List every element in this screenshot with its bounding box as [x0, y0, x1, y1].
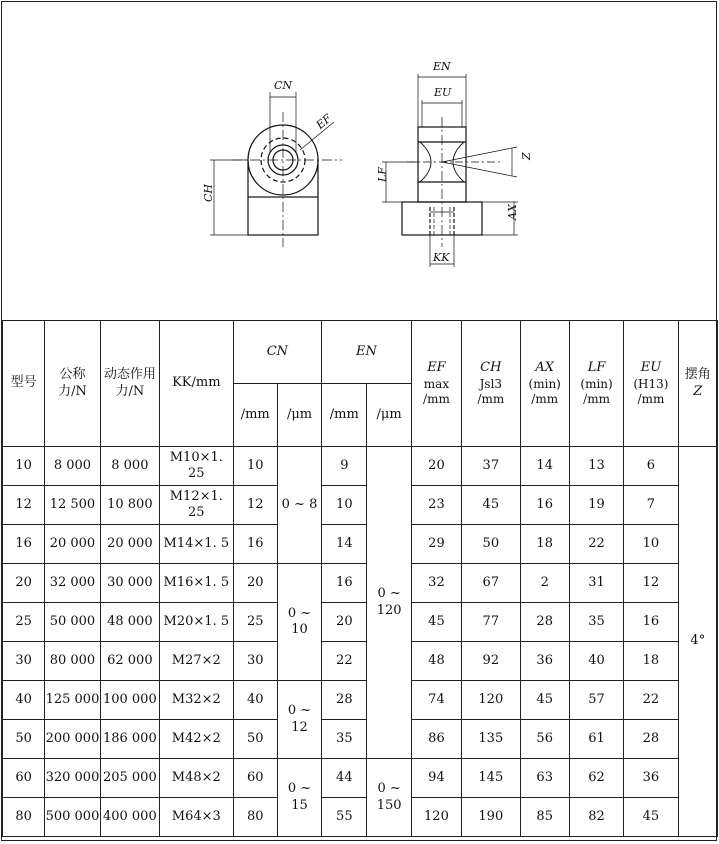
cell-ax: 14: [520, 447, 569, 486]
header-lf-top: LF: [587, 360, 606, 376]
cell-ch: 145: [462, 759, 520, 798]
header-ch-top: CH: [480, 360, 502, 376]
cell-ax: 18: [520, 525, 569, 564]
table-row: [3, 486, 718, 525]
table-row: [3, 603, 718, 642]
header-cn: CN: [233, 321, 322, 384]
cell-model: 80: [3, 798, 45, 837]
cell-kk: M16×1. 5: [160, 564, 234, 603]
cell-ch: 45: [462, 486, 520, 525]
header-ax-top: AX: [535, 360, 555, 376]
header-ef-top: EF: [427, 360, 446, 376]
cell-model: 20: [3, 564, 45, 603]
header-row-1: [3, 321, 718, 384]
cell-model: 16: [3, 525, 45, 564]
cell-eu: 12: [624, 564, 678, 603]
cell-lf: 40: [569, 642, 623, 681]
cell-ef: 23: [411, 486, 461, 525]
cell-eu: 7: [624, 486, 678, 525]
table-row: [3, 447, 718, 486]
header-ax-unit: /mm: [531, 391, 559, 406]
header-eu-mid: (H13): [633, 376, 669, 391]
cell-kk: M20×1. 5: [160, 603, 234, 642]
cell-kk: M32×2: [160, 681, 234, 720]
cell-en: 22: [322, 642, 367, 681]
cell-kk: M48×2: [160, 759, 234, 798]
cell-force: 500 000: [45, 798, 100, 837]
cell-eu: 22: [624, 681, 678, 720]
cell-en: 16: [322, 564, 367, 603]
cell-cn: 25: [233, 603, 277, 642]
cell-ef: 48: [411, 642, 461, 681]
cell-kk: M10×1. 25: [160, 447, 234, 486]
cell-eu: 45: [624, 798, 678, 837]
cell-ef: 29: [411, 525, 461, 564]
cell-cn: 30: [233, 642, 277, 681]
cell-cn-tol: 0 ~ 8: [277, 447, 321, 564]
header-ef-mid: max: [423, 376, 450, 391]
cell-eu: 10: [624, 525, 678, 564]
header-ax: [520, 321, 569, 447]
cell-lf: 61: [569, 720, 623, 759]
spec-table: [2, 320, 718, 837]
cell-ax: 56: [520, 720, 569, 759]
cell-cn-tol: 0 ~ 12: [277, 681, 321, 759]
cell-en: 55: [322, 798, 367, 837]
cell-model: 40: [3, 681, 45, 720]
z-label: Z: [520, 152, 533, 160]
cell-eu: 28: [624, 720, 678, 759]
header-model: 型号: [3, 321, 45, 447]
ax-label: AX: [506, 204, 519, 220]
cell-ef: 120: [411, 798, 461, 837]
cell-force: 50 000: [45, 603, 100, 642]
header-swing-label: 摆角: [684, 367, 711, 383]
cell-dynamic: 205 000: [100, 759, 159, 798]
cell-dynamic: 100 000: [100, 681, 159, 720]
header-swing-z: Z: [693, 383, 703, 399]
header-en-um: /μm: [367, 384, 411, 447]
cell-dynamic: 8 000: [100, 447, 159, 486]
cell-model: 50: [3, 720, 45, 759]
cell-ax: 28: [520, 603, 569, 642]
cell-ax: 63: [520, 759, 569, 798]
cell-force: 8 000: [45, 447, 100, 486]
cell-ch: 135: [462, 720, 520, 759]
cell-ax: 16: [520, 486, 569, 525]
header-swing: [678, 321, 717, 447]
en-label: EN: [433, 60, 451, 73]
cell-lf: 19: [569, 486, 623, 525]
cell-dynamic: 30 000: [100, 564, 159, 603]
cell-lf: 82: [569, 798, 623, 837]
header-eu-top: EU: [640, 360, 662, 376]
ch-label: CH: [202, 183, 215, 202]
cell-cn: 16: [233, 525, 277, 564]
header-ef-unit: /mm: [423, 391, 450, 406]
cell-en-tol: 0 ~ 150: [367, 759, 411, 837]
cell-ax: 85: [520, 798, 569, 837]
cell-cn: 12: [233, 486, 277, 525]
cell-en: 20: [322, 603, 367, 642]
table-row: [3, 798, 718, 837]
cell-kk: M12×1. 25: [160, 486, 234, 525]
cell-force: 80 000: [45, 642, 100, 681]
cell-eu: 18: [624, 642, 678, 681]
table-row: [3, 759, 718, 798]
header-ax-mid: (min): [528, 376, 561, 391]
cell-dynamic: 10 800: [100, 486, 159, 525]
cell-cn-tol: 0 ~ 10: [277, 564, 321, 681]
header-ch-unit: /mm: [477, 391, 505, 406]
eu-label: EU: [434, 86, 452, 99]
header-lf: [569, 321, 623, 447]
cell-model: 12: [3, 486, 45, 525]
cell-force: 125 000: [45, 681, 100, 720]
cell-kk: M14×1. 5: [160, 525, 234, 564]
header-ef: [411, 321, 461, 447]
cell-lf: 57: [569, 681, 623, 720]
cell-model: 25: [3, 603, 45, 642]
cell-en: 35: [322, 720, 367, 759]
cell-en: 28: [322, 681, 367, 720]
cell-lf: 35: [569, 603, 623, 642]
cell-ch: 67: [462, 564, 520, 603]
cell-ch: 77: [462, 603, 520, 642]
cell-cn: 80: [233, 798, 277, 837]
kk-label: KK: [433, 251, 450, 264]
ef-label: EF: [313, 111, 335, 132]
header-en-mm: /mm: [322, 384, 367, 447]
header-ch: [462, 321, 520, 447]
lf-label: LF: [376, 167, 389, 182]
table-row: [3, 564, 718, 603]
cell-lf: 62: [569, 759, 623, 798]
cell-ch: 120: [462, 681, 520, 720]
table-row: [3, 681, 718, 720]
header-lf-mid: (min): [580, 376, 613, 391]
rod-eye-drawing: [2, 2, 718, 320]
cell-cn: 40: [233, 681, 277, 720]
cell-cn: 50: [233, 720, 277, 759]
cell-ax: 2: [520, 564, 569, 603]
cell-cn-tol: 0 ~ 15: [277, 759, 321, 837]
cell-dynamic: 20 000: [100, 525, 159, 564]
cell-en: 10: [322, 486, 367, 525]
header-lf-unit: /mm: [583, 391, 610, 406]
cell-ch: 50: [462, 525, 520, 564]
header-force: 公称力/N: [45, 321, 100, 447]
cell-ef: 32: [411, 564, 461, 603]
cell-dynamic: 400 000: [100, 798, 159, 837]
cell-model: 30: [3, 642, 45, 681]
cell-ef: 94: [411, 759, 461, 798]
cell-force: 20 000: [45, 525, 100, 564]
cell-force: 32 000: [45, 564, 100, 603]
cell-cn: 60: [233, 759, 277, 798]
header-eu: [624, 321, 678, 447]
cell-lf: 13: [569, 447, 623, 486]
document-frame: [1, 1, 717, 841]
header-en: EN: [322, 321, 412, 384]
cell-dynamic: 62 000: [100, 642, 159, 681]
cell-swing: 4°: [678, 447, 717, 837]
cell-force: 320 000: [45, 759, 100, 798]
header-kk: KK/mm: [160, 321, 234, 447]
cell-en: 14: [322, 525, 367, 564]
cell-cn: 20: [233, 564, 277, 603]
cell-en-tol: 0 ~ 120: [367, 447, 411, 759]
cell-force: 200 000: [45, 720, 100, 759]
cell-ch: 37: [462, 447, 520, 486]
header-cn-mm: /mm: [233, 384, 277, 447]
table-row: [3, 525, 718, 564]
cell-ef: 86: [411, 720, 461, 759]
cell-eu: 6: [624, 447, 678, 486]
header-cn-um: /μm: [277, 384, 321, 447]
cell-en: 9: [322, 447, 367, 486]
technical-drawing: [2, 2, 718, 320]
cell-kk: M27×2: [160, 642, 234, 681]
cell-ef: 45: [411, 603, 461, 642]
cell-ax: 36: [520, 642, 569, 681]
cell-ch: 190: [462, 798, 520, 837]
cell-ef: 20: [411, 447, 461, 486]
cell-eu: 16: [624, 603, 678, 642]
cell-ef: 74: [411, 681, 461, 720]
cell-ch: 92: [462, 642, 520, 681]
cell-model: 60: [3, 759, 45, 798]
header-dynamic: 动态作用力/N: [100, 321, 159, 447]
cell-model: 10: [3, 447, 45, 486]
table-row: [3, 642, 718, 681]
cell-kk: M42×2: [160, 720, 234, 759]
header-ch-mid: Jsl3: [479, 376, 503, 391]
cn-label: CN: [274, 79, 293, 92]
header-eu-unit: /mm: [637, 391, 665, 406]
cell-eu: 36: [624, 759, 678, 798]
cell-ax: 45: [520, 681, 569, 720]
cell-lf: 31: [569, 564, 623, 603]
cell-dynamic: 48 000: [100, 603, 159, 642]
cell-cn: 10: [233, 447, 277, 486]
cell-kk: M64×3: [160, 798, 234, 837]
cell-dynamic: 186 000: [100, 720, 159, 759]
cell-en: 44: [322, 759, 367, 798]
cell-lf: 22: [569, 525, 623, 564]
cell-force: 12 500: [45, 486, 100, 525]
table-row: [3, 720, 718, 759]
